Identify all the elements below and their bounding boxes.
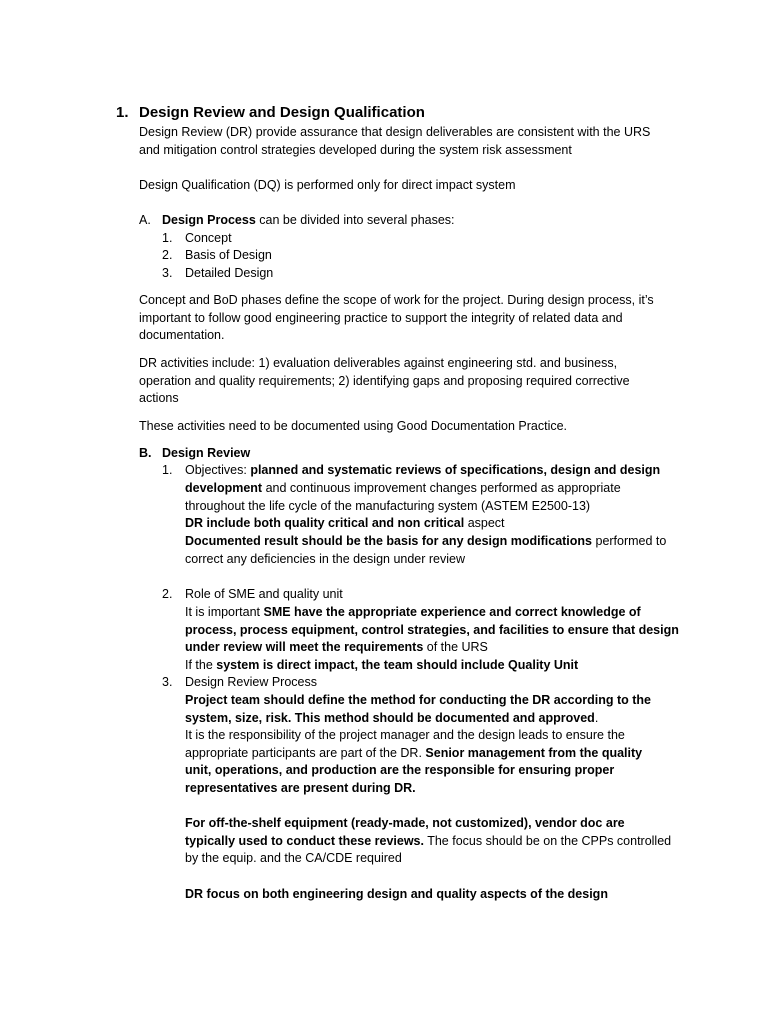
- item-number: 3.: [162, 675, 173, 689]
- objectives-text: performed to: [592, 534, 667, 548]
- section-a-title: [162, 212, 455, 230]
- objectives-bold-text: DR include both quality critical and non critical: [185, 516, 465, 530]
- section-a-title-bold: Design Process: [162, 213, 256, 227]
- process-text: .: [594, 711, 599, 725]
- objectives-line: throughout the life cycle of the manufacturing system (ASTEM E2500-13): [185, 499, 591, 513]
- item-title: Design Review Process: [185, 675, 317, 689]
- process-line: [185, 710, 598, 728]
- phase-label: Detailed Design: [185, 266, 274, 280]
- process-text: appropriate participants are part of the DR.: [185, 746, 426, 760]
- paragraph-line: documentation.: [139, 328, 225, 342]
- objectives-label: Objectives:: [185, 463, 251, 477]
- process-bold-text: system, size, risk. This method should be documented and approved: [185, 711, 595, 725]
- process-line: [185, 833, 671, 851]
- role-line: process, process equipment, control strategies, and facilities to ensure that design: [185, 623, 679, 637]
- role-line: [185, 657, 578, 675]
- role-text: of the URS: [423, 640, 488, 654]
- section-b-title: Design Review: [162, 446, 251, 460]
- phase-number: 3.: [162, 266, 173, 280]
- objectives-text: and continuous improvement changes performed as appropriate: [262, 481, 621, 495]
- process-line: It is the responsibility of the project manager and the design leads to ensure the: [185, 728, 625, 742]
- objectives-line: correct any deficiencies in the design under review: [185, 552, 466, 566]
- role-text: If the: [185, 658, 217, 672]
- process-line: Project team should define the method for conducting the DR according to the: [185, 693, 651, 707]
- paragraph-line: operation and quality requirements; 2) identifying gaps and proposing required corrective: [139, 374, 630, 388]
- objectives-line: [185, 533, 666, 551]
- objectives-bold-text: Documented result should be the basis for any design modifications: [185, 534, 593, 548]
- phase-number: 1.: [162, 231, 173, 245]
- paragraph-line: DR activities include: 1) evaluation deliverables against engineering std. and business,: [139, 356, 618, 370]
- section-heading: Design Review and Design Qualification: [139, 104, 425, 121]
- role-bold-text: under review will meet the requirements: [185, 640, 424, 654]
- phase-number: 2.: [162, 248, 173, 262]
- process-bold-text: Senior management from the quality: [425, 746, 643, 760]
- paragraph-line: actions: [139, 391, 179, 405]
- objectives-line: [185, 462, 660, 480]
- paragraph-line: Concept and BoD phases define the scope of work for the project. During design process, it’s: [139, 293, 654, 307]
- role-line: [185, 639, 488, 657]
- section-number: 1.: [116, 104, 129, 121]
- role-bold-text: SME have the appropriate experience and correct knowledge of: [263, 605, 641, 619]
- objectives-text: aspect: [464, 516, 505, 530]
- paragraph-line: These activities need to be documented using Good Documentation Practice.: [139, 419, 568, 433]
- role-text: It is important: [185, 605, 264, 619]
- objectives-bold-text: development: [185, 481, 263, 495]
- item-number: 1.: [162, 463, 173, 477]
- intro-dr-line: Design Review (DR) provide assurance that design deliverables are consistent with the URS: [139, 125, 651, 139]
- section-a-title-rest: can be divided into several phases:: [255, 213, 455, 227]
- process-line: unit, operations, and production are the responsible for ensuring proper: [185, 763, 615, 777]
- item-title: Role of SME and quality unit: [185, 587, 343, 601]
- paragraph-line: important to follow good engineering practice to support the integrity of related data and: [139, 311, 623, 325]
- objectives-line: [185, 480, 621, 498]
- role-bold-text: system is direct impact, the team should include Quality Unit: [216, 658, 579, 672]
- process-bold-text: typically used to conduct these reviews.: [185, 834, 424, 848]
- section-b-marker: B.: [139, 446, 152, 460]
- intro-dr-line: and mitigation control strategies developed during the system risk assessment: [139, 143, 572, 157]
- process-line: DR focus on both engineering design and quality aspects of the design: [185, 887, 608, 901]
- objectives-bold-text: planned and systematic reviews of specifications, design and design: [250, 463, 661, 477]
- process-line: representatives are present during DR.: [185, 781, 416, 795]
- role-line: [185, 604, 641, 622]
- phase-label: Basis of Design: [185, 248, 272, 262]
- process-line: For off-the-shelf equipment (ready-made, not customized), vendor doc are: [185, 816, 625, 830]
- process-line: by the equip. and the CA/CDE required: [185, 851, 402, 865]
- section-a-marker: A.: [139, 213, 151, 227]
- phase-label: Concept: [185, 231, 232, 245]
- process-text: The focus should be on the CPPs controlled: [423, 834, 672, 848]
- intro-dq-line: Design Qualification (DQ) is performed only for direct impact system: [139, 178, 516, 192]
- item-number: 2.: [162, 587, 173, 601]
- objectives-line: [185, 515, 505, 533]
- process-line: [185, 745, 642, 763]
